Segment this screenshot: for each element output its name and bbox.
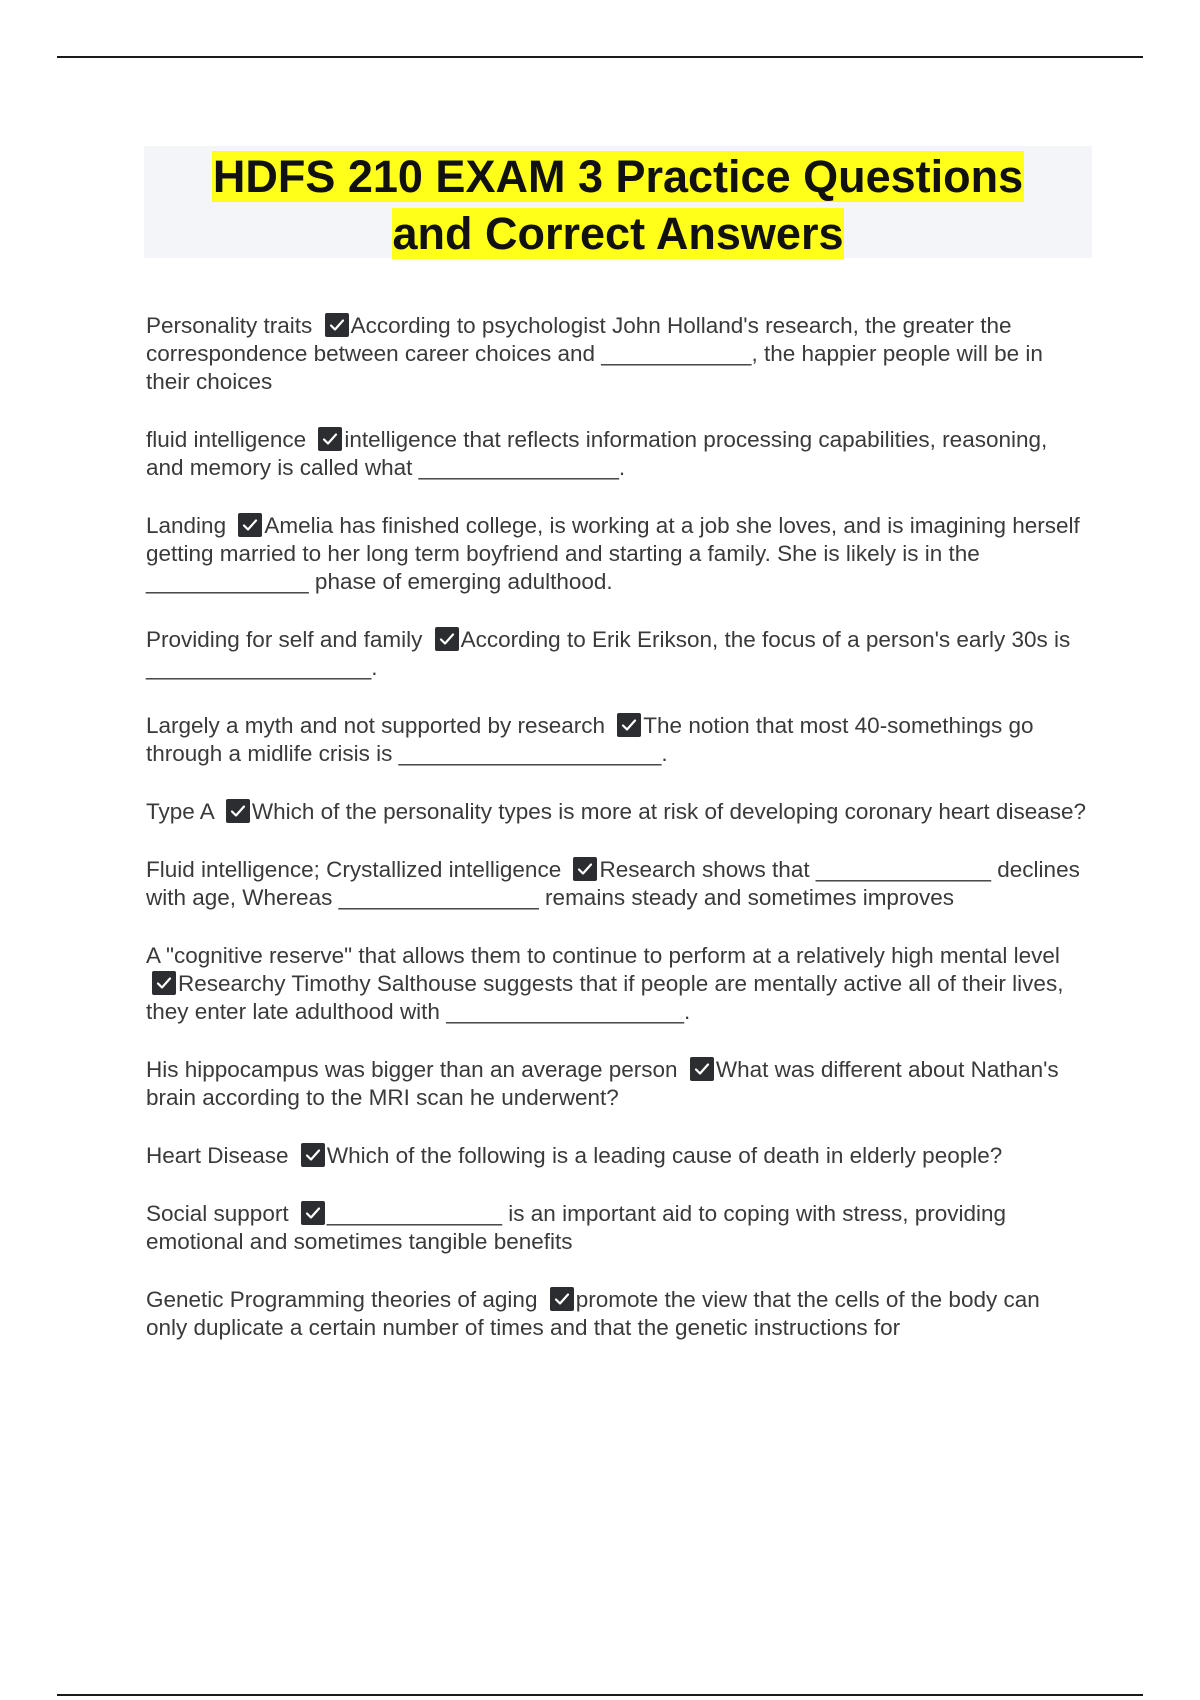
qa-item xyxy=(146,1200,1086,1256)
answer-text: Providing for self and family xyxy=(146,627,423,652)
answer-text: Type A xyxy=(146,799,214,824)
answer-text: Largely a myth and not supported by research xyxy=(146,713,606,738)
qa-item xyxy=(146,1286,1086,1342)
qa-item xyxy=(146,942,1086,1026)
question-text: Researchy Timothy Salthouse suggests that if people are mentally active all of their lives, they enter late adulthood with ___________________. xyxy=(146,971,1064,1024)
qa-item xyxy=(146,856,1086,912)
checkbox-checked-icon xyxy=(690,1057,714,1081)
answer-text: Fluid intelligence; Crystallized intelligence xyxy=(146,857,562,882)
qa-item xyxy=(146,426,1086,482)
answer-text: A "cognitive reserve" that allows them to continue to perform at a relatively high mental level xyxy=(146,943,1060,968)
title-line-1: HDFS 210 EXAM 3 Practice Questions xyxy=(212,151,1024,202)
page-title xyxy=(144,146,1092,262)
qa-list xyxy=(146,312,1086,1372)
bottom-rule xyxy=(57,1694,1143,1696)
qa-item xyxy=(146,1056,1086,1112)
question-text: Which of the following is a leading cause of death in elderly people? xyxy=(326,1143,1003,1168)
checkbox-checked-icon xyxy=(152,971,176,995)
top-rule xyxy=(57,56,1143,58)
answer-text: His hippocampus was bigger than an average person xyxy=(146,1057,678,1082)
answer-text: Landing xyxy=(146,513,227,538)
qa-item xyxy=(146,1142,1086,1170)
question-text: Which of the personality types is more at risk of developing coronary heart disease? xyxy=(251,799,1086,824)
title-banner xyxy=(144,146,1092,258)
qa-item xyxy=(146,512,1086,596)
question-text: promote the view that the cells of the body can only duplicate a certain number of times and that the genetic instructions for xyxy=(146,1287,1040,1340)
question-text: What was different about Nathan's brain according to the MRI scan he underwent? xyxy=(146,1057,1059,1110)
checkbox-checked-icon xyxy=(435,627,459,651)
question-text: Research shows that ______________ declines with age, Whereas ________________ remains steady and sometimes improves xyxy=(146,857,1080,910)
checkbox-checked-icon xyxy=(301,1143,325,1167)
checkbox-checked-icon xyxy=(617,713,641,737)
checkbox-checked-icon xyxy=(238,513,262,537)
answer-text: Social support xyxy=(146,1201,289,1226)
checkbox-checked-icon xyxy=(550,1287,574,1311)
checkbox-checked-icon xyxy=(325,313,349,337)
question-text: Amelia has finished college, is working at a job she loves, and is imagining herself getting married to her long term boyfriend and starting a family. She is likely is in the _____________ phase of emerging adulthood. xyxy=(146,513,1080,594)
checkbox-checked-icon xyxy=(318,427,342,451)
question-text: According to psychologist John Holland's research, the greater the correspondence between career choices and ____________, the happier people will be in their choices xyxy=(146,313,1043,394)
checkbox-checked-icon xyxy=(226,799,250,823)
question-text: ______________ is an important aid to coping with stress, providing emotional and sometimes tangible benefits xyxy=(146,1201,1007,1254)
question-text: According to Erik Erikson, the focus of a person's early 30s is __________________. xyxy=(146,627,1071,680)
qa-item xyxy=(146,312,1086,396)
qa-item xyxy=(146,626,1086,682)
qa-item xyxy=(146,798,1086,826)
question-text: The notion that most 40-somethings go through a midlife crisis is _____________________. xyxy=(146,713,1034,766)
answer-text: Heart Disease xyxy=(146,1143,289,1168)
title-line-2: and Correct Answers xyxy=(392,208,844,259)
question-text: intelligence that reflects information processing capabilities, reasoning, and memory is called what ________________. xyxy=(146,427,1048,480)
answer-text: Personality traits xyxy=(146,313,313,338)
answer-text: fluid intelligence xyxy=(146,427,307,452)
checkbox-checked-icon xyxy=(301,1201,325,1225)
answer-text: Genetic Programming theories of aging xyxy=(146,1287,538,1312)
qa-item xyxy=(146,712,1086,768)
checkbox-checked-icon xyxy=(573,857,597,881)
